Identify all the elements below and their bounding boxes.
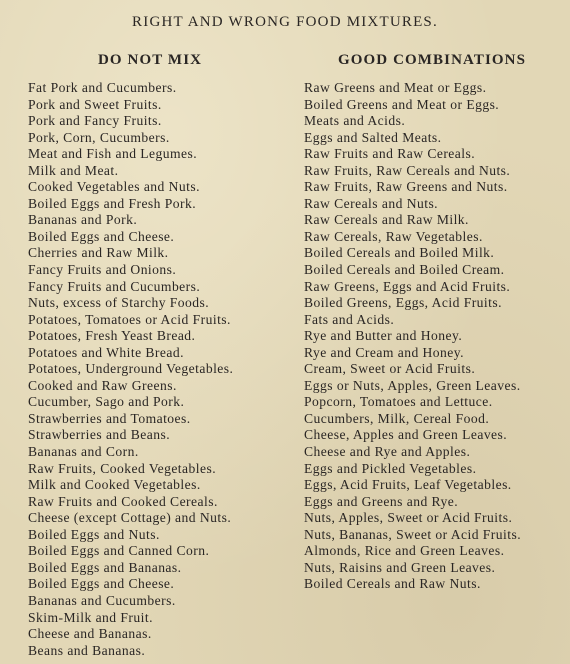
good-combination-item: Boiled Cereals and Boiled Cream. (304, 262, 505, 278)
good-combination-item: Eggs or Nuts, Apples, Green Leaves. (304, 377, 521, 393)
do-not-mix-item: Raw Fruits, Cooked Vegetables. (28, 460, 217, 476)
do-not-mix-item: Potatoes and White Bread. (28, 344, 184, 360)
good-combination-item: Rye and Butter and Honey. (304, 328, 463, 344)
good-combination-item: Eggs and Greens and Rye. (304, 493, 459, 509)
good-combination-item: Eggs and Salted Meats. (304, 129, 442, 145)
do-not-mix-item: Potatoes, Underground Vegetables. (28, 361, 234, 377)
good-combination-item: Cucumbers, Milk, Cereal Food. (304, 410, 490, 426)
do-not-mix-item: Bananas and Pork. (28, 212, 138, 228)
do-not-mix-item: Potatoes, Tomatoes or Acid Fruits. (28, 311, 231, 327)
good-combination-item: Cream, Sweet or Acid Fruits. (304, 361, 476, 377)
do-not-mix-item: Pork and Sweet Fruits. (28, 96, 162, 112)
good-combination-item: Raw Fruits and Raw Cereals. (304, 146, 476, 162)
good-combination-item: Raw Cereals and Nuts. (304, 195, 439, 211)
good-combination-item: Raw Cereals and Raw Milk. (304, 212, 469, 228)
good-combinations-list (304, 80, 521, 593)
good-combination-item: Nuts, Apples, Sweet or Acid Fruits. (304, 510, 513, 526)
good-combination-item: Boiled Greens, Eggs, Acid Fruits. (304, 295, 502, 311)
good-combination-item: Raw Fruits, Raw Greens and Nuts. (304, 179, 508, 195)
good-combination-item: Boiled Cereals and Boiled Milk. (304, 245, 495, 261)
do-not-mix-item: Fancy Fruits and Cucumbers. (28, 278, 201, 294)
do-not-mix-heading: DO NOT MIX (98, 52, 203, 68)
do-not-mix-item: Cheese (except Cottage) and Nuts. (28, 510, 232, 526)
good-combination-item: Nuts, Bananas, Sweet or Acid Fruits. (304, 526, 522, 542)
good-combination-item: Nuts, Raisins and Green Leaves. (304, 559, 496, 575)
do-not-mix-item: Strawberries and Beans. (28, 427, 171, 443)
do-not-mix-item: Nuts, excess of Starchy Foods. (28, 295, 210, 311)
good-combination-item: Meats and Acids. (304, 113, 406, 129)
do-not-mix-item: Cooked Vegetables and Nuts. (28, 179, 200, 195)
do-not-mix-item: Boiled Eggs and Cheese. (28, 228, 175, 244)
good-combination-item: Raw Greens, Eggs and Acid Fruits. (304, 278, 511, 294)
do-not-mix-item: Cooked and Raw Greens. (28, 377, 177, 393)
do-not-mix-item: Beans and Bananas. (28, 642, 146, 658)
page-title: RIGHT AND WRONG FOOD MIXTURES. (132, 14, 438, 30)
do-not-mix-item: Fancy Fruits and Onions. (28, 262, 177, 278)
do-not-mix-item: Cherries and Raw Milk. (28, 245, 169, 261)
good-combination-item: Fats and Acids. (304, 311, 395, 327)
do-not-mix-item: Potatoes, Fresh Yeast Bread. (28, 328, 196, 344)
do-not-mix-item: Boiled Eggs and Fresh Pork. (28, 195, 197, 211)
do-not-mix-item: Meat and Fish and Legumes. (28, 146, 198, 162)
do-not-mix-item: Pork and Fancy Fruits. (28, 113, 162, 129)
do-not-mix-item: Bananas and Cucumbers. (28, 592, 176, 608)
do-not-mix-item: Milk and Meat. (28, 162, 119, 178)
do-not-mix-item: Strawberries and Tomatoes. (28, 410, 191, 426)
do-not-mix-item: Fat Pork and Cucumbers. (28, 80, 177, 95)
do-not-mix-item: Boiled Eggs and Canned Corn. (28, 543, 210, 559)
do-not-mix-list (28, 80, 233, 659)
good-combination-item: Popcorn, Tomatoes and Lettuce. (304, 394, 493, 410)
do-not-mix-item: Skim-Milk and Fruit. (28, 609, 153, 625)
do-not-mix-item: Milk and Cooked Vegetables. (28, 477, 201, 493)
do-not-mix-item: Raw Fruits and Cooked Cereals. (28, 493, 218, 509)
good-combination-item: Raw Greens and Meat or Eggs. (304, 80, 487, 95)
do-not-mix-item: Boiled Eggs and Nuts. (28, 526, 160, 542)
good-combination-item: Cheese, Apples and Green Leaves. (304, 427, 508, 443)
good-combination-item: Eggs and Pickled Vegetables. (304, 460, 477, 476)
good-combination-item: Boiled Cereals and Raw Nuts. (304, 576, 481, 592)
good-combination-item: Cheese and Rye and Apples. (304, 444, 471, 460)
good-combination-item: Boiled Greens and Meat or Eggs. (304, 96, 500, 112)
good-combination-item: Eggs, Acid Fruits, Leaf Vegetables. (304, 477, 512, 493)
do-not-mix-item: Boiled Eggs and Bananas. (28, 559, 182, 575)
good-combination-item: Rye and Cream and Honey. (304, 344, 464, 360)
do-not-mix-item: Bananas and Corn. (28, 444, 139, 460)
do-not-mix-item: Boiled Eggs and Cheese. (28, 576, 175, 592)
do-not-mix-item: Pork, Corn, Cucumbers. (28, 129, 170, 145)
good-combinations-heading: GOOD COMBINATIONS (338, 52, 527, 68)
do-not-mix-item: Cucumber, Sago and Pork. (28, 394, 185, 410)
do-not-mix-item: Cheese and Bananas. (28, 626, 152, 642)
good-combination-item: Almonds, Rice and Green Leaves. (304, 543, 505, 559)
good-combination-item: Raw Cereals, Raw Vegetables. (304, 228, 483, 244)
good-combination-item: Raw Fruits, Raw Cereals and Nuts. (304, 162, 511, 178)
